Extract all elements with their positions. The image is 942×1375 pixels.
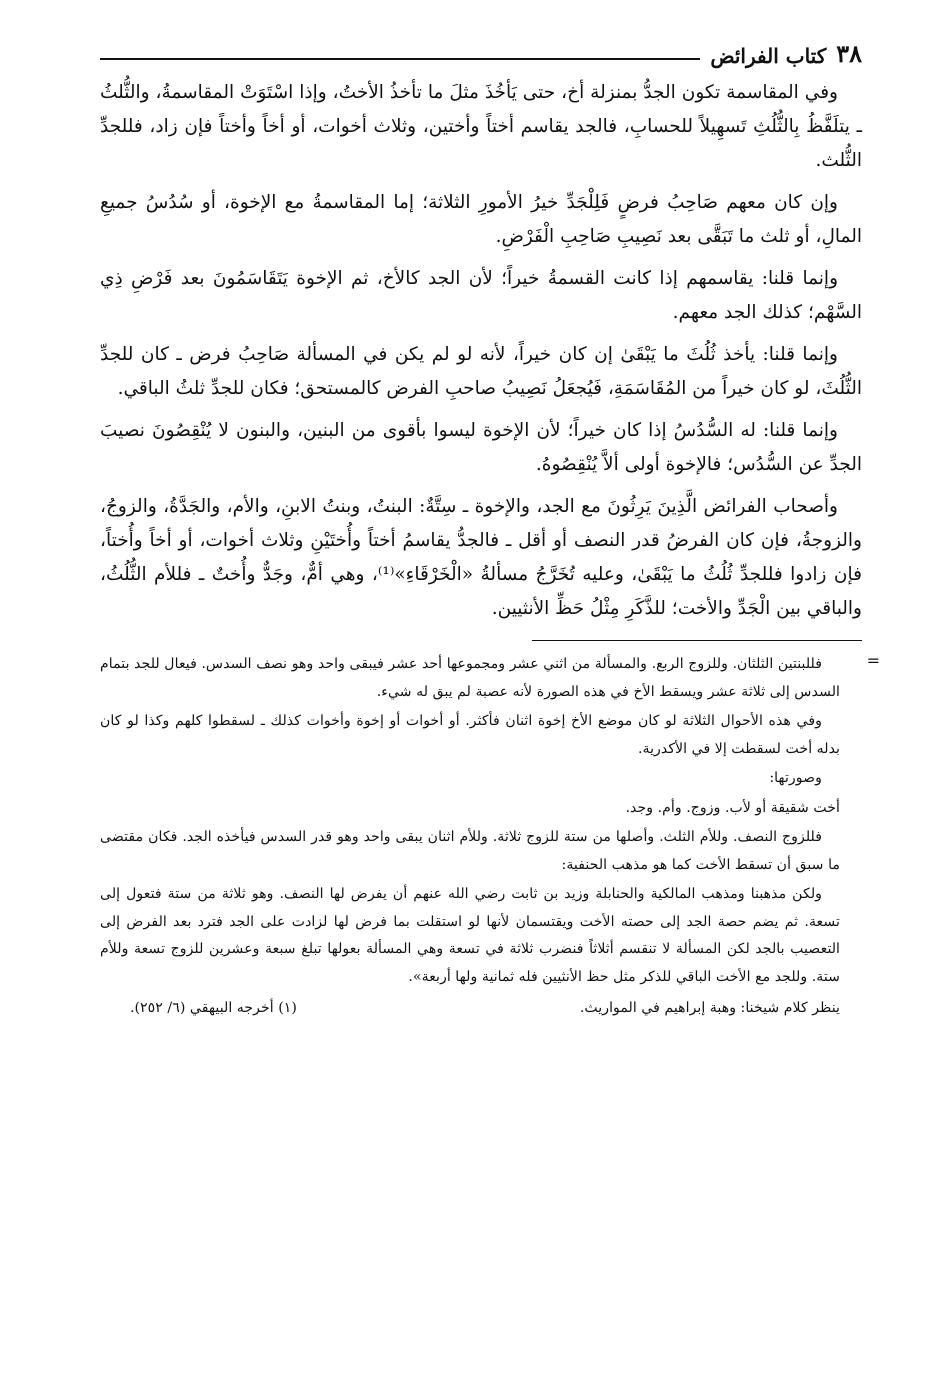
header-rule (100, 58, 700, 60)
paragraph-5: وإنما قلنا: له السُّدُسُ إذا كان خيراً؛ لأن الإخوة ليسوا بأقوى من البنين، والبنون لا يُنْقِصُونَ نصيبَ الجدِّ عن السُّدُس؛ فالإخوة أولى ألاَّ يُنْقِصُوهُ. (100, 420, 862, 475)
note-paragraph-2: وفي هذه الأحوال الثلاثة لو كان موضع الأخ إخوة اثنان فأكثر. أو أخوات أو إخوة وأخوات كذلك ـ لسقطوا كلهم وكذا لو كان بدله أخت لسقطت إلا في الأكدرية. (100, 713, 840, 757)
page-header (100, 34, 862, 68)
paragraph-1: وفي المقاسمة تكون الجدُّ بمنزلة أخ، حتى يَأخُذَ مثلَ ما تأخذُ الأختُ، وإذا اسْتَوَتْ المقاسمةُ، والثُّلثُ ـ يتلَفَّظُ بِالثُّلُثِ تَسهِيلاً للحسابِ، فالجد يقاسم أختاً وأختين، وثلاث أخوات، أو أخاً وأختاً فإن زاد، فللجدِّ الثُّلث. (100, 82, 862, 171)
footnote-divider (532, 640, 862, 641)
paragraph-2: وإن كان معهم صَاحِبُ فرضٍ فَلِلْجَدِّ خيرُ الأمورِ الثلاثة؛ إما المقاسمةُ مع الإخوة، أو سُدُسُ جميعِ المالِ، أو ثلث ما تَبَقَّى بعد نَصِيبِ صَاحِبِ الْفَرْضِ. (100, 192, 862, 247)
continuation-mark: = (866, 651, 880, 670)
footnote-last-line (100, 995, 840, 1023)
footnote-1: (١) أخرجه البيهقي (٦/ ٢٥٢). (130, 1000, 297, 1016)
paragraph-4: وإنما قلنا: يأخذ ثُلُثَ ما يَبْقَىٰ إن كان خيراً، لأنه لو لم يكن في المسألة صَاحِبُ فرض ـ كان للجدِّ الثُّلُثَ، لو كان خيراً من المُقَاسَمَةِ، فَيُجعَلُ نَصِيبُ صاحبِ الفرض كالمستحق؛ فكان للجدِّ ثلثُ الباقي. (100, 344, 862, 399)
note-paragraph-4: أخت شقيقة أو لأب. وزوج. وأم. وجد. (625, 799, 840, 816)
main-text (100, 76, 862, 626)
note-paragraph-1: فللبنتين الثلثان. وللزوج الربع. والمسألة من اثني عشر ومجموعها أحد عشر فيبقى واحد وهو نصف السدس. فيعال للجد بتمام السدس إلى ثلاثة عشر ويسقط الأخ في هذه الصورة لأنه عصبة لم يبق له شيء. (100, 656, 840, 700)
page-number: ٣٨ (836, 39, 862, 68)
see-also-note: ينظر كلام شيخنا: وهبة إبراهيم في المواريث. (579, 1000, 840, 1016)
footnotes (100, 651, 880, 1023)
note-paragraph-6: ولكن مذهبنا ومذهب المالكية والحنابلة وزيد بن ثابت رضي الله عنهم أن يفرض لها النصف. وهو ثلاثة من ستة فتعول إلى تسعة. ثم يضم حصة الجد إلى حصته الأخت ويقتسمان لأنها لو استقلت بما فرض لها لزادت على الجد فترد بعد الفرض إلى التعصيب بالجد لكن المسألة لا تنقسم أثلاثاً فنضرب ثلاثة في تسعة وهي المسألة بعولها تبلغ سبعة وعشرين للزوج تسعة وللأم ستة. وللجد مع الأخت الباقي للذكر مثل حظ الأنثيين فله ثمانية ولها أربعة». (100, 886, 840, 985)
paragraph-3: وإنما قلنا: يقاسمهم إذا كانت القسمةُ خيراً؛ لأن الجد كالأخ، ثم الإخوة يَتَقَاسَمُونَ بعد فَرْضِ ذِي السَّهْم؛ كذلك الجد معهم. (100, 268, 862, 323)
note-paragraph-3: وصورتها: (769, 770, 822, 786)
paragraph-6: وأصحاب الفرائض الَّذِينَ يَرِثُونَ مع الجد، والإخوة ـ سِتَّةٌ: البنتُ، وبنتُ الابنِ، والأم، والجَدَّةُ، والزوجُ، والزوجةُ، فإن كان الفرضُ قدر النصف أو أقل ـ فالجدُّ يقاسمُ أختاً وأُختَيْنِ وثلاث أخوات، أو أخاً وأُختاً، فإن زادوا فللجدِّ ثُلُثُ ما يَبْقَىٰ، وعليه تُخَرَّجُ مسألةُ «الْخَرْقَاءِ»⁽¹⁾، وهي أمٌّ، وجَدٌّ وأُختٌ ـ فللأم الثُّلُثُ، والباقي بين الْجَدِّ والأخت؛ للذَّكَرِ مِثْلُ حَظِّ الأنثيين. (100, 496, 862, 619)
running-title: كتاب الفرائض (710, 44, 827, 68)
note-paragraph-5: فللزوج النصف. وللأم الثلث. وأصلها من ستة للزوج ثلاثة. وللأم اثنان يبقى واحد وهو قدر السدس فيأخذه الجد. فكان مقتضى ما سبق أن تسقط الأخت كما هو مذهب الحنفية: (100, 829, 840, 873)
